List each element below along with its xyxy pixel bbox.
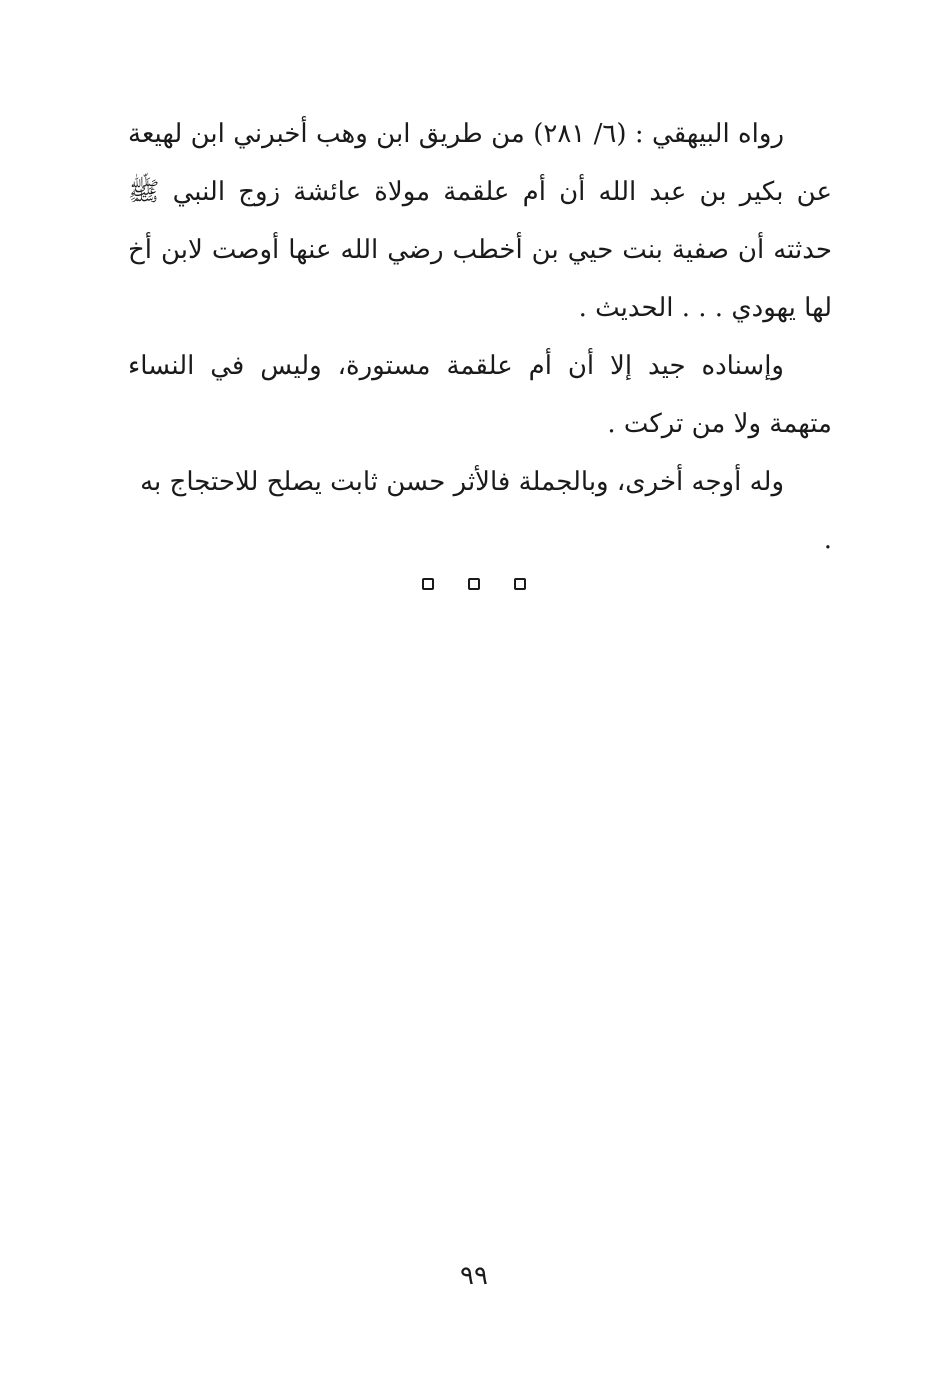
square-outline-icon <box>514 578 526 590</box>
paragraph-isnad-assessment: وإسناده جيد إلا أن أم علقمة مستورة، وليس في النساء متهمة ولا من تركت . <box>128 351 832 439</box>
paragraph-conclusion: وله أوجه أخرى، وبالجملة فالأثر حسن ثابت يصلح للاحتجاج به . <box>140 467 832 555</box>
page-number: ٩٩ <box>460 1261 488 1291</box>
body-text <box>128 105 832 569</box>
square-outline-icon <box>422 578 434 590</box>
paragraph-citation: رواه البيهقي : (٦/ ٢٨١) من طريق ابن وهب أخبرني ابن لهيعة عن بكير بن عبد الله أن أم علقمة مولاة عائشة زوج النبي ﷺ حدثته أن صفية بنت حيي بن أخطب رضي الله عنها أوصت لابن أخ لها يهودي . . . الحديث . <box>128 119 832 323</box>
square-outline-icon <box>468 578 480 590</box>
section-separator <box>0 578 948 590</box>
